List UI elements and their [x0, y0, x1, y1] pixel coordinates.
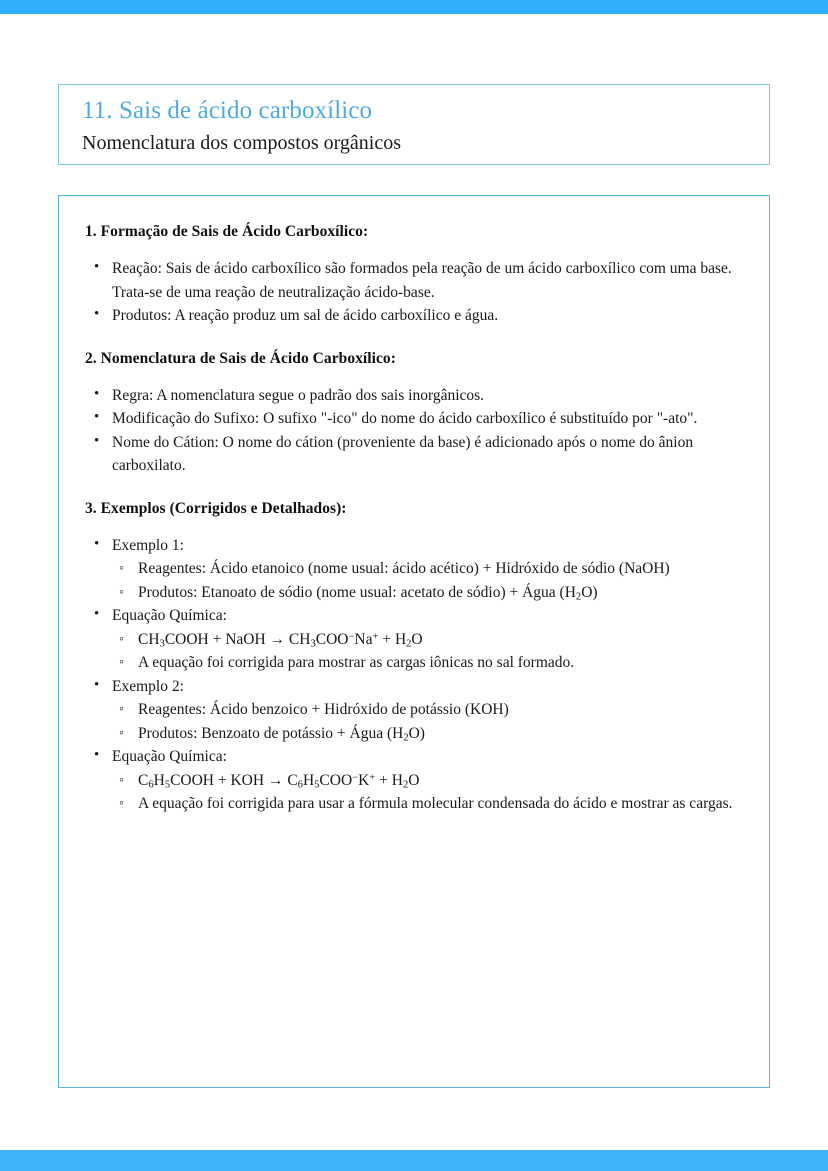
list-item-text: Regra: A nomenclatura segue o padrão dos sais inorgânicos. [112, 386, 485, 404]
page-title: 11. Sais de ácido carboxílico [82, 97, 373, 124]
example-1-sublist [112, 557, 743, 604]
list-item [85, 384, 743, 408]
sub-list-item-text: Produtos: Benzoato de potássio + Água $(H_2O)$ [138, 724, 425, 743]
section-2 [85, 349, 743, 478]
list-item-text: Produtos: A reação produz um sal de ácido carboxílico e água. [112, 307, 499, 324]
chemical-equation-1: $CH_3COOH$ + NaOH → $CH_3COO^-Na^+ + H_2O$ [138, 630, 423, 649]
example-1-label: Exemplo 1: [112, 536, 184, 554]
sub-list-item [112, 581, 743, 605]
example-1-item [85, 534, 743, 605]
equation-1-item [85, 604, 743, 675]
content-box [58, 195, 770, 1088]
equation-1-note: A equação foi corrigida para mostrar as cargas iônicas no sal formado. [138, 654, 575, 671]
list-item-text: Modificação do Sufixo: O sufixo "-ico" do nome do ácido carboxílico é substituído por "-ato". [112, 410, 698, 427]
sub-list-item [112, 722, 743, 746]
sub-list-item [112, 792, 743, 816]
section-1-heading: 1. Formação de Sais de Ácido Carboxílico: [85, 223, 369, 240]
sub-list-item-text: Reagentes: Ácido etanoico (nome usual: ácido acético) + Hidróxido de sódio (NaOH) [138, 560, 670, 577]
page-subtitle: Nomenclatura dos compostos orgânicos [82, 132, 402, 154]
sub-list-item [112, 651, 743, 675]
section-1 [85, 222, 743, 328]
list-item-text: Nome do Cátion: O nome do cátion (proveniente da base) é adicionado após o nome do ânion carboxilato. [112, 433, 694, 474]
equation-2-item [85, 745, 743, 816]
section-2-heading: 2. Nomenclatura de Sais de Ácido Carboxílico: [85, 349, 396, 367]
bottom-accent-bar [0, 1150, 828, 1171]
equation-2-note: A equação foi corrigida para usar a fórmula molecular condensada do ácido e mostrar as cargas. [138, 795, 733, 812]
section-3-heading: 3. Exemplos (Corrigidos e Detalhados): [85, 499, 347, 517]
list-item [85, 407, 743, 431]
example-2-sublist [112, 698, 743, 745]
list-item [85, 257, 743, 304]
chemical-equation-2: $C_6H_5COOH$ + KOH → $C_6H_5COO^-K^+ + H_2O$ [138, 771, 420, 790]
section-1-list [85, 257, 743, 328]
equation-2-label: Equação Química: [112, 748, 227, 765]
sub-list-item [112, 769, 743, 793]
list-item [85, 431, 743, 478]
equation-2-sublist [112, 769, 743, 816]
sub-list-item-text: Produtos: Etanoato de sódio (nome usual: acetato de sódio) + Água $(H_2O)$ [138, 583, 598, 602]
equation-1-label: Equação Química: [112, 607, 227, 624]
section-3-list [85, 534, 743, 816]
sub-list-item [112, 557, 743, 581]
list-item-text: Reação: Sais de ácido carboxílico são formados pela reação de um ácido carboxílico com uma base. Trata-se de uma reação de neutralização ácido-base. [112, 260, 732, 301]
sub-list-item-text: Reagentes: Ácido benzoico + Hidróxido de potássio (KOH) [138, 701, 509, 718]
section-3 [85, 499, 743, 816]
section-2-list [85, 384, 743, 478]
sub-list-item [112, 698, 743, 722]
list-item [85, 304, 743, 328]
example-2-label: Exemplo 2: [112, 677, 184, 695]
sub-list-item [112, 628, 743, 652]
title-box [58, 84, 770, 165]
example-2-item [85, 675, 743, 746]
equation-1-sublist [112, 628, 743, 675]
